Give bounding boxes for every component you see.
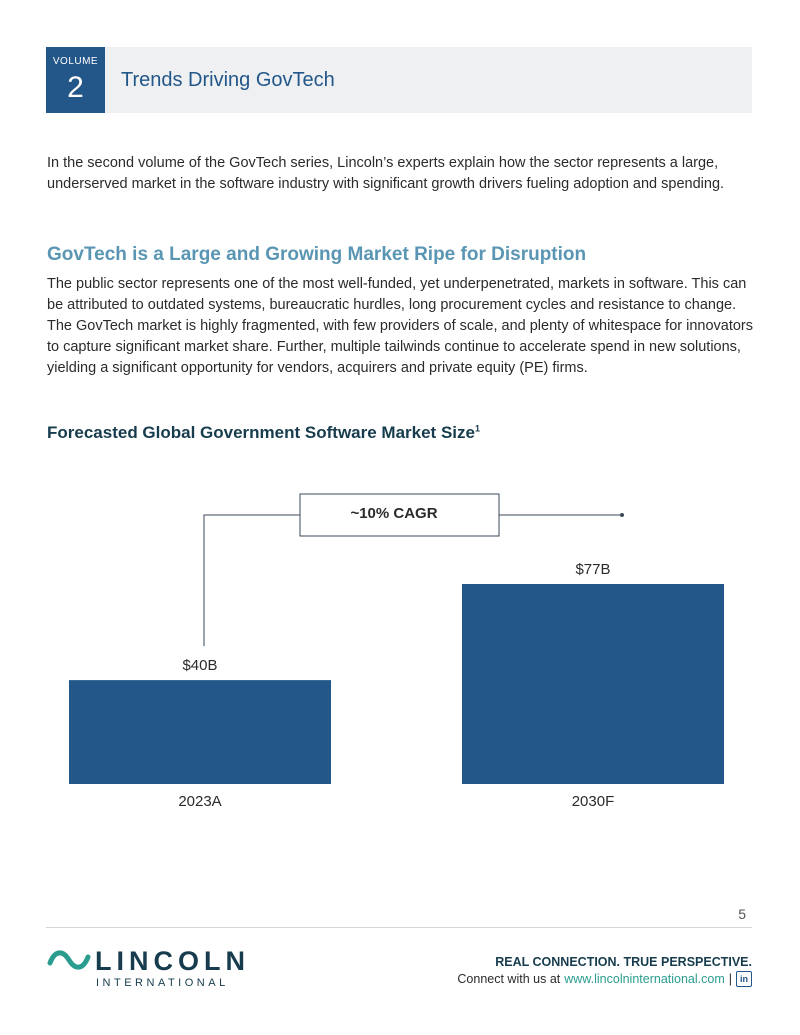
separator: | [728,972,732,986]
data-label-2023A: $40B [182,657,218,675]
page-number: 5 [738,906,746,922]
category-label-2023A: 2023A [178,793,222,810]
footer-divider [46,927,752,928]
logo-wave-icon [47,948,91,972]
bar-2030F [462,584,724,784]
logo-subtitle: INTERNATIONAL [96,977,229,989]
market-size-chart [0,480,800,820]
connect-prefix: Connect with us at [457,972,561,986]
data-label-2030F: $77B [575,561,611,578]
bar-2023A [69,680,331,784]
volume-label: VOLUME [52,56,99,67]
logo-wordmark: LINCOLN [95,946,250,976]
connect-line [457,971,752,987]
chart-title [47,423,480,443]
linkedin-icon[interactable]: in [736,971,752,987]
chart-title-text: Forecasted Global Government Software Market Size [47,423,475,442]
cagr-annotation: ~10% CAGR [350,505,438,522]
volume-badge [46,47,105,113]
tagline: REAL CONNECTION. TRUE PERSPECTIVE. [495,955,752,969]
intro-paragraph: In the second volume of the GovTech series, Lincoln’s experts explain how the sector represents a large, underserved market in the software industry with significant growth drivers fueling adoption and spending. [47,155,725,192]
volume-number: 2 [67,71,84,104]
website-link[interactable]: www.lincolninternational.com [564,972,725,986]
category-label-2030F: 2030F [571,793,615,810]
arrow-head-icon [620,513,624,517]
section-heading: GovTech is a Large and Growing Market Ripe for Disruption [47,244,587,265]
volume-header [46,47,752,113]
lincoln-logo [47,946,250,989]
footnote-marker: 1 [474,423,480,434]
page-title: Trends Driving GovTech [121,69,335,91]
section-body: The public sector represents one of the most well-funded, yet underpenetrated, markets in software. This can be attributed to outdated systems, bureaucratic hurdles, long procurement cycles and resistance to change. The GovTech market is highly fragmented, with few providers of scale, and plenty of whitespace for innovators to capture significant market share. Further, multiple tailwinds continue to accelerate spend in new solutions, yielding a significant opportunity for vendors, acquirers and private equity (PE) firms. [47,276,754,376]
